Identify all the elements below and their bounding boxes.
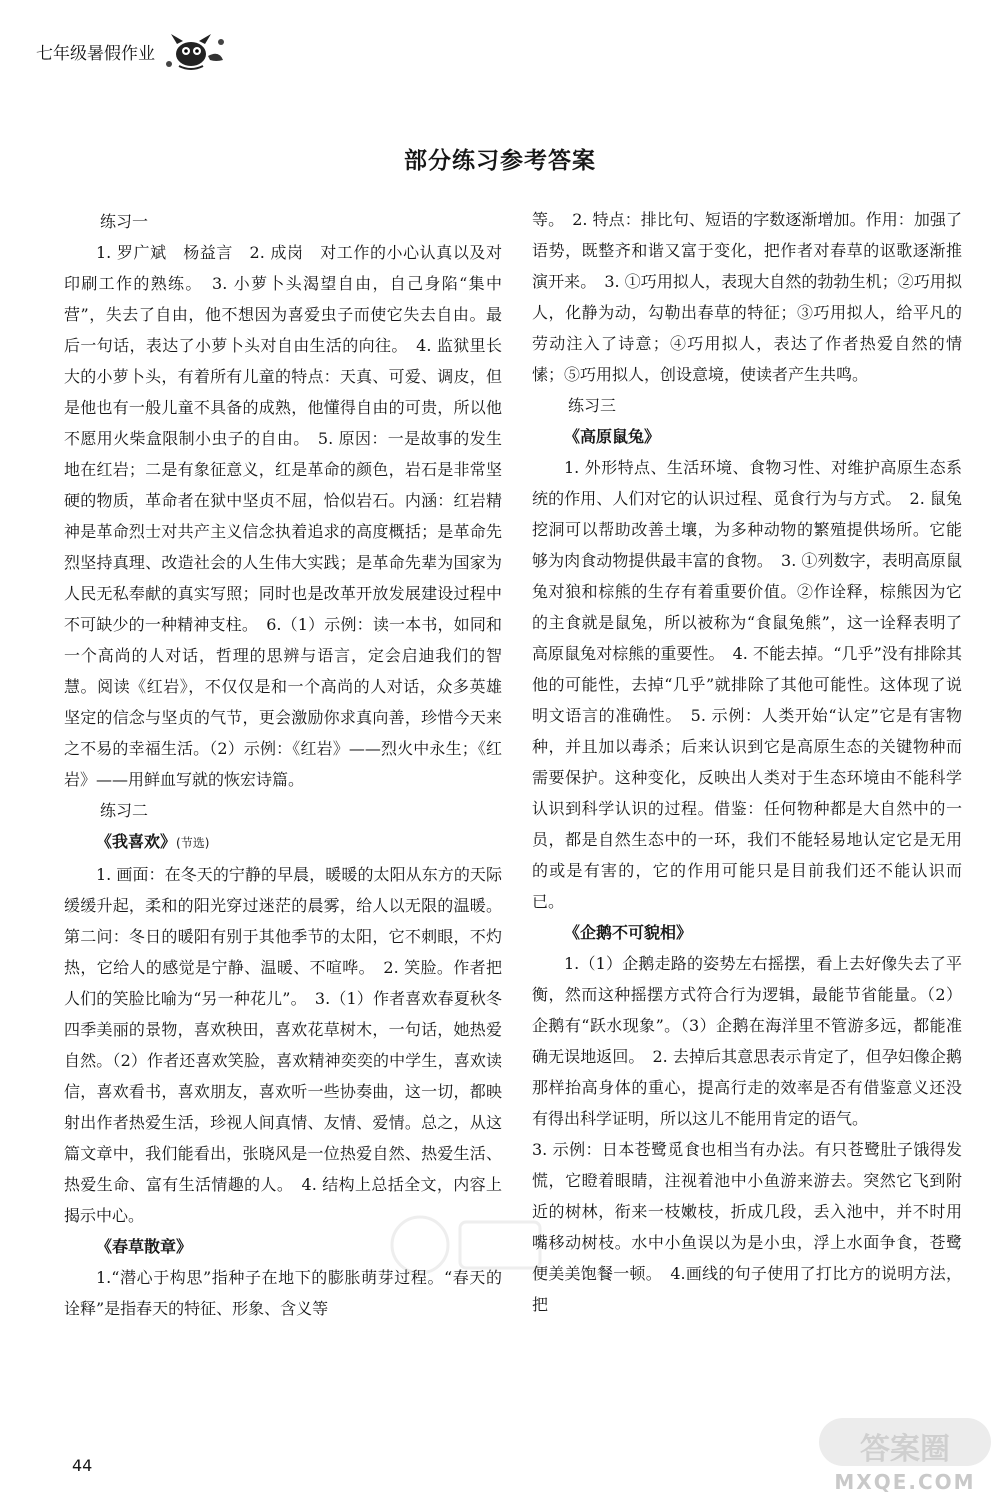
section-heading: 练习一: [100, 212, 149, 231]
answer-paragraph: 3. 示例：日本苍鹭觅食也相当有办法。有只苍鹭肚子饿得发慌，它瞪着眼睛，注视着池中小鱼游来游去。突然它飞到附近的树林，衔来一枝嫩枝，折成几段，丢入池中，并不时用嘴移动树枝。水中小鱼误以为是小虫，浮上水面争食，苍鹭便美美饱餐一顿。 4.画线的句子使用了打比方的说明方法，把: [532, 1140, 962, 1314]
subsection-heading: [532, 421, 962, 452]
subsection-title: 《春草散章》: [96, 1237, 193, 1256]
answer-paragraph: 1. 画面：在冬天的宁静的早晨，暖暖的太阳从东方的天际缓缓升起，柔和的阳光穿过迷茫的晨雾，给人以无限的温暖。第二问：冬日的暖阳有别于其他季节的太阳，它不刺眼，不灼热，它给人的感觉是宁静、温暖、不喧哗。 2. 笑脸。作者把人们的笑脸比喻为“另一种花儿”。 3.（1）作者喜欢春夏秋冬四季美丽的景物，喜欢秧田，喜欢花草树木，一句话，她热爱自然。（2）作者还喜欢笑脸，喜欢精神奕奕的中学生，喜欢读信，喜欢看书，喜欢朋友，喜欢听一些协奏曲，这一切，都映射出作者热爱生活，珍视人间真情、友情、爱情。总之，从这篇文章中，我们能看出，张晓风是一位热爱自然、热爱生活、热爱生命、富有生活情趣的人。 4. 结构上总括全文，内容上揭示中心。: [64, 865, 502, 1225]
answer-paragraph: 1.（1）企鹅走路的姿势左右摇摆，看上去好像失去了平衡，然而这种摇摆方式符合行为逻辑，最能节省能量。（2）企鹅有“跃水现象”。（3）企鹅在海洋里不管游多远，都能准确无误地返回。 2. 去掉后其意思表示肯定了，但孕妇像企鹅那样抬高身体的重心，提高行走的效率是否有借鉴意义还没有得出科学证明，所以这儿不能用肯定的语气。: [532, 954, 962, 1128]
faint-watermark-icon: [380, 1210, 560, 1280]
section-heading: 练习三: [568, 396, 617, 415]
subsection-heading: [532, 917, 962, 948]
answer-paragraph: 1. 罗广斌 杨益言 2. 成岗 对工作的小心认真以及对印刷工作的熟练。 3. 小萝卜头渴望自由，自己身陷“集中营”，失去了自由，他不想因为喜爱虫子而使它失去自由。最后一句话，表达了小萝卜头对自由生活的向往。 4. 监狱里长大的小萝卜头，有着所有儿童的特点：天真、可爱、调皮，但是他也有一般儿童不具备的成熟，他懂得自由的可贵，所以他不愿用火柴盒限制小虫子的自由。 5. 原因：一是故事的发生地在红岩；二是有象征意义，红是革命的颜色，岩石是非常坚硬的物质，革命者在狱中坚贞不屈，恰似岩石。内涵：红岩精神是革命烈士对共产主义信念执着追求的高度概括；是革命先烈坚持真理、改造社会的人生伟大实践；是革命先辈为国家为人民无私奉献的真实写照；同时也是改革开放发展建设过程中不可缺少的一种精神支柱。 6.（1）示例：读一本书，如同和一个高尚的人对话，哲理的思辨与语言，定会启迪我们的智慧。阅读《红岩》，不仅仅是和一个高尚的人对话，众多英雄坚定的信念与坚贞的气节，更会激励你求真向善，珍惜今天来之不易的幸福生活。（2）示例：《红岩》——烈火中永生；《红岩》——用鲜血写就的恢宏诗篇。: [64, 243, 502, 789]
answer-paragraph: 1.“潜心于构思”指种子在地下的膨胀萌芽过程。“春天的诠释”是指春天的特征、形象、含义等: [64, 1268, 502, 1318]
answer-paragraph: 1. 外形特点、生活环境、食物习性、对维护高原生态系统的作用、人们对它的认识过程、觅食行为与方式。 2. 鼠兔挖洞可以帮助改善土壤，为多种动物的繁殖提供场所。它能够为肉食动物提供最丰富的食物。 3. ①列数字，表明高原鼠兔对狼和棕熊的生存有着重要价值。②作诠释，棕熊因为它的主食就是鼠兔，所以被称为“食鼠兔熊”，这一诠释表明了高原鼠兔对棕熊的重要性。 4. 不能去掉。“几乎”没有排除其他的可能性，去掉“几乎”就排除了其他可能性。这体现了说明文语言的准确性。 5. 示例：人类开始“认定”它是有害物种，并且加以毒杀；后来认识到它是高原生态的关键物种而需要保护。这种变化，反映出人类对于生态环境由不能科学认识到科学认识的过程。借鉴：任何物种都是大自然中的一员，都是自然生态中的一环，我们不能轻易地认定它是无用的或是有害的，它的作用可能只是目前我们还不能认识而已。: [532, 458, 962, 911]
cartoon-mascot-icon: [161, 30, 231, 72]
section-heading: 练习二: [100, 801, 149, 820]
watermark-logo: [815, 1412, 995, 1498]
page-header: [36, 30, 231, 72]
subsection-heading: [64, 826, 502, 859]
subsection-title: 《企鹅不可貌相》: [564, 923, 693, 942]
right-column: [532, 204, 962, 1320]
left-column: [64, 206, 502, 1324]
subsection-title: 《高原鼠兔》: [564, 427, 661, 446]
subsection-title: 《我喜欢》: [96, 832, 177, 851]
header-label: 七年级暑假作业: [36, 43, 155, 64]
watermark-logo-text: 答案圈: [860, 1432, 950, 1467]
subsection-note: (节选): [176, 836, 210, 850]
answer-paragraph: 等。 2. 特点：排比句、短语的字数逐渐增加。作用：加强了语势，既整齐和谐又富于变化，把作者对春草的讴歌逐渐推演开来。 3. ①巧用拟人，表现大自然的勃勃生机；②巧用拟人，化静为动，勾勒出春草的特征；③巧用拟人，给平凡的劳动注入了诗意；④巧用拟人，表达了作者热爱自然的情愫；⑤巧用拟人，创设意境，使读者产生共鸣。: [532, 210, 962, 384]
watermark-url: MXQE.COM: [834, 1470, 976, 1494]
page-title: 部分练习参考答案: [404, 148, 596, 174]
page-number: 44: [72, 1456, 93, 1475]
